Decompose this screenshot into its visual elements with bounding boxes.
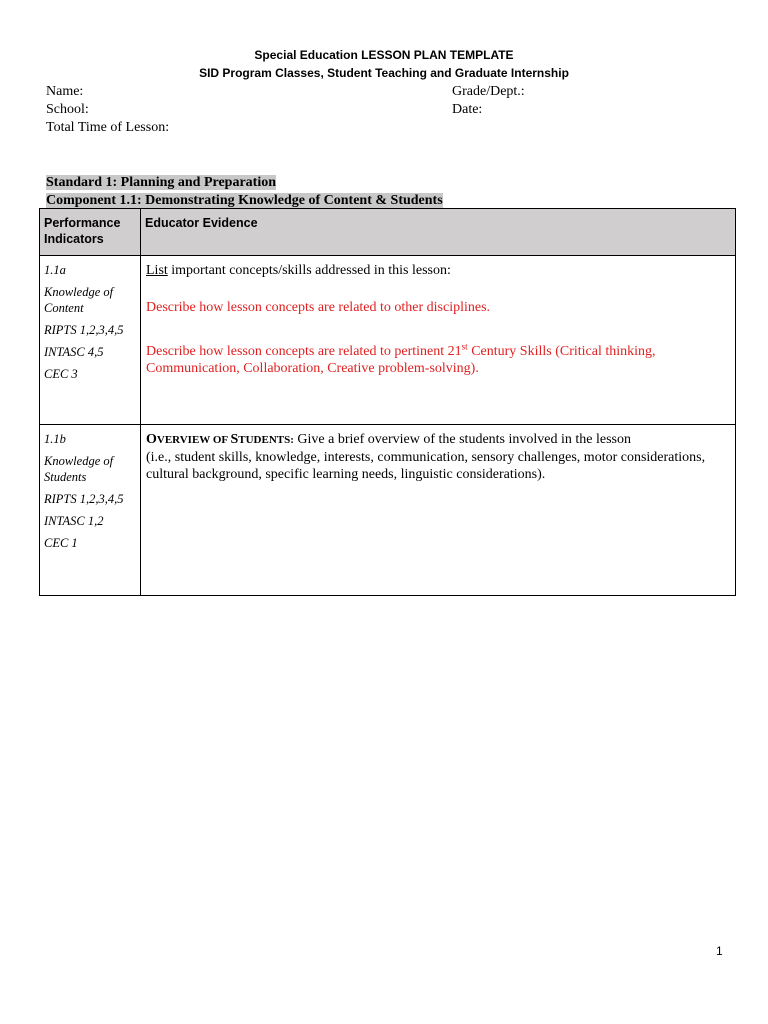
indicator-ripts: RIPTS 1,2,3,4,5 [44, 323, 124, 337]
component-heading-text: Component 1.1: Demonstrating Knowledge of Content & Students [46, 193, 443, 208]
indicator-code: 1.1b [44, 432, 66, 446]
indicator-cec: CEC 1 [44, 536, 78, 550]
total-time-field-label: Total Time of Lesson: [46, 120, 170, 135]
page-number: 1 [716, 944, 723, 958]
table-row [40, 256, 736, 425]
grade-dept-field-label: Grade/Dept.: [452, 84, 525, 99]
indicator-title: Knowledge of Students [44, 454, 114, 484]
document-title: Special Education LESSON PLAN TEMPLATE [254, 48, 514, 62]
indicator-cec: CEC 3 [44, 367, 78, 381]
header-educator-evidence: Educator Evidence [141, 209, 736, 256]
name-field-label: Name: [46, 84, 84, 99]
evidence-cell [141, 425, 736, 596]
indicator-title: Knowledge of Content [44, 285, 114, 315]
list-concepts-prompt: List important concepts/skills addressed in this lesson: [146, 263, 451, 278]
indicator-intasc: INTASC 1,2 [44, 514, 104, 528]
century-skills-prompt: Describe how lesson concepts are related to pertinent 21st Century Skills (Critical thinking, Communication, Collaboration, Creative problem-solving). [146, 341, 656, 376]
header-performance-indicators: Performance Indicators [40, 209, 141, 256]
date-field-label: Date: [452, 102, 483, 117]
disciplines-prompt: Describe how lesson concepts are related to other disciplines. [146, 300, 491, 315]
standard-heading [46, 174, 276, 191]
table-header-row [40, 209, 736, 256]
indicator-ripts: RIPTS 1,2,3,4,5 [44, 492, 124, 506]
lesson-plan-table [39, 208, 736, 596]
document-subtitle: SID Program Classes, Student Teaching and Graduate Internship [199, 66, 569, 80]
indicator-cell [40, 256, 141, 425]
indicator-intasc: INTASC 4,5 [44, 345, 104, 359]
school-field-label: School: [46, 102, 89, 117]
component-heading [46, 192, 443, 209]
indicator-code: 1.1a [44, 263, 66, 277]
evidence-cell [141, 256, 736, 425]
overview-of-students-prompt: OVERVIEW OF STUDENTS: Give a brief overview of the students involved in the lesson (i.e., student skills, knowledge, interests, communication, sensory challenges, motor considerations, cultural background, specific learning needs, linguistic considerations). [146, 432, 706, 482]
table-row [40, 425, 736, 596]
indicator-cell [40, 425, 141, 596]
standard-heading-text: Standard 1: Planning and Preparation [46, 175, 277, 190]
